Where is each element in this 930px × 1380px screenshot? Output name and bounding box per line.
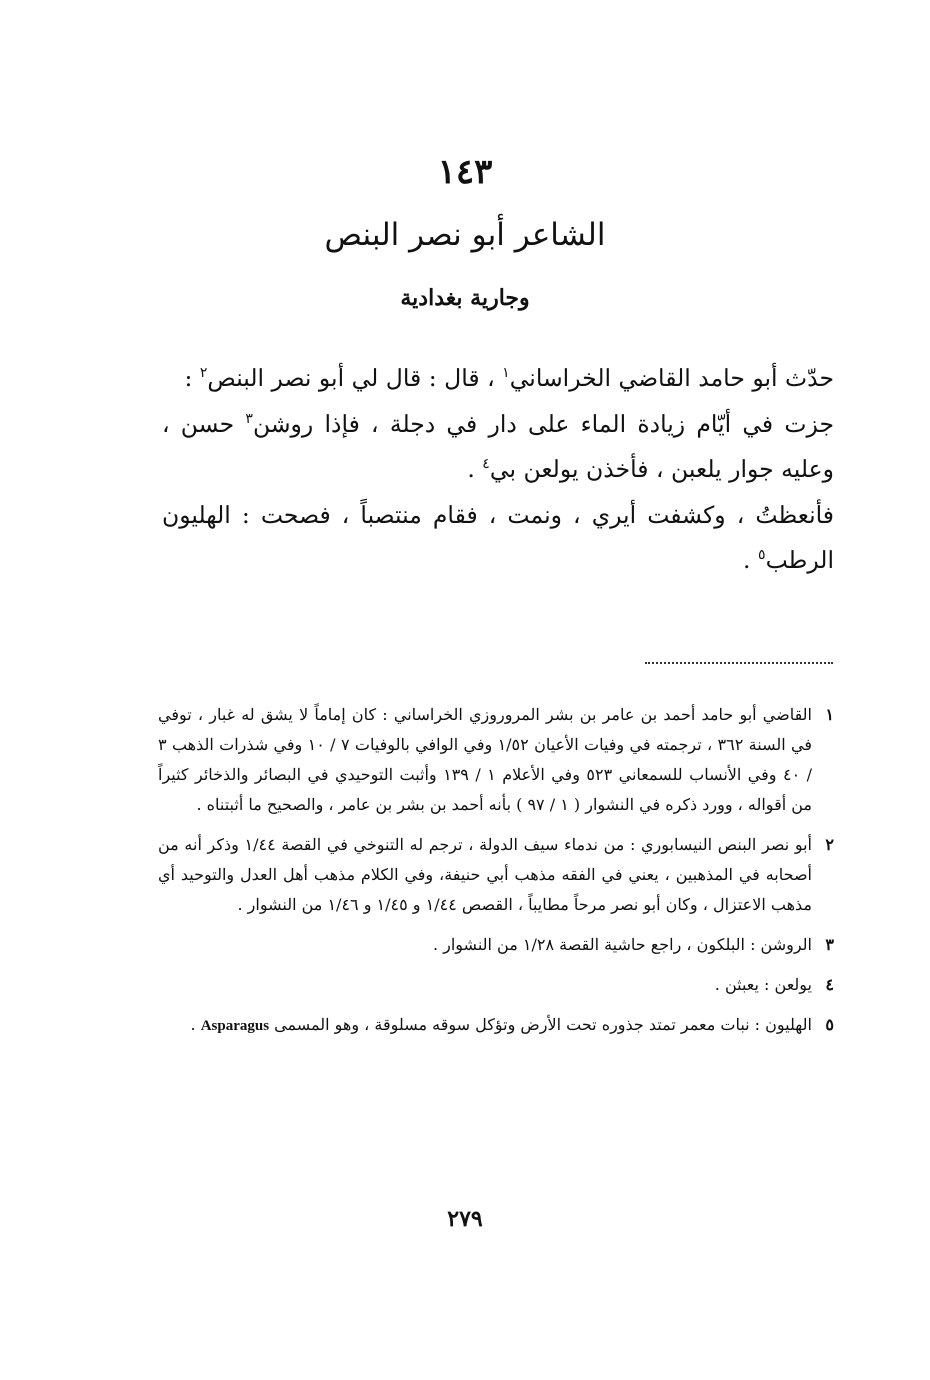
story-title: الشاعر أبو نصر البنص bbox=[324, 217, 606, 253]
footnote-3 bbox=[158, 930, 834, 960]
story-body bbox=[162, 356, 834, 584]
footnote-ref-1: ١ bbox=[502, 365, 510, 382]
footnote-text: الروشن : البلكون ، راجع حاشية القصة ١/٢٨ من النشوار . bbox=[432, 935, 812, 954]
paragraph-3 bbox=[162, 493, 834, 583]
footnote-1 bbox=[158, 700, 834, 820]
paragraph-text: جزت في أيّام زيادة الماء على دار في دجلة ، فإذا روشن bbox=[252, 410, 834, 438]
paragraph-1 bbox=[162, 356, 834, 401]
footnote-4 bbox=[158, 970, 834, 1000]
footnote-number: ٢ bbox=[825, 835, 834, 854]
footnote-text: أبو نصر البنص النيسابوري : من ندماء سيف الدولة ، ترجم له التنوخي في القصة ١/٤٤ وذكر أنه من أصحابه في المذهبين ، يعني في الفقه مذهب أبي حنيفة، وفي الكلام مذهب أهل العدل والتوحيد أي مذهب الاعتزال ، وكان أبو نصر مرحاً مطايباً ، القصص ١/٤٤ و ١/٤٥ و ١/٤٦ من النشوار . bbox=[158, 835, 813, 914]
footnote-2 bbox=[158, 830, 834, 920]
footnote-text: يولعن : يعبثن . bbox=[714, 975, 812, 994]
footnotes-list bbox=[158, 700, 834, 1051]
footnote-ref-4: ٤ bbox=[482, 456, 490, 473]
paragraph-text: . bbox=[467, 455, 483, 483]
paragraph-text: فأنعظتُ ، وكشفت أيري ، ونمت ، فقام منتصباً ، فصحت : الهليون الرطب bbox=[162, 501, 834, 574]
footnote-tail: . bbox=[190, 1015, 201, 1034]
footnote-number: ٣ bbox=[825, 935, 834, 954]
paragraph-text: : bbox=[184, 364, 200, 392]
footnote-latin-term: Asparagus bbox=[200, 1018, 270, 1034]
footnote-number: ١ bbox=[825, 705, 834, 724]
story-subtitle: وجارية بغدادية bbox=[400, 285, 530, 311]
footnote-text: القاضي أبو حامد أحمد بن عامر بن بشر المروروزي الخراساني : كان إماماً لا يشق له غبار ، توفي في السنة ٣٦٢ ، ترجمته في وفيات الأعيان ١/٥٢ وفي الوافي بالوفيات ٧ / ١٠ وفي شذرات الذهب ٣ / ٤٠ وفي الأنساب للسمعاني ٥٢٣ وفي الأعلام ١ / ١٣٩ وأثبت التوحيدي في البصائر والذخائر كثيراً من أقواله ، وورد ذكره في النشوار ( ١ / ٩٧ ) بأنه أحمد بن بشر بن عامر ، والصحيح ما أثبتناه . bbox=[158, 705, 813, 814]
story-number: ١٤٣ bbox=[437, 152, 493, 192]
footnote-text-wrapper bbox=[158, 1010, 812, 1041]
paragraph-text: ، قال : قال لي أبو نصر البنص bbox=[207, 364, 503, 392]
footnote-text: الهليون : نبات معمر تمتد جذوره تحت الأرض وتؤكل سوقه مسلوقة ، وهو المسمى bbox=[274, 1015, 812, 1034]
paragraph-2 bbox=[162, 402, 834, 492]
paragraph-text: حدّث أبو حامد القاضي الخراساني bbox=[509, 364, 834, 392]
footnote-ref-5: ٥ bbox=[757, 547, 766, 564]
footnote-5 bbox=[158, 1010, 834, 1041]
paragraph-text: حسن ، وعليه جوار يلعبن ، فأخذن يولعن بي bbox=[162, 410, 834, 483]
footnote-separator bbox=[645, 662, 833, 664]
paragraph-text: . bbox=[743, 546, 758, 574]
footnote-number: ٤ bbox=[825, 975, 834, 994]
page-number: ٢٧٩ bbox=[447, 1206, 483, 1232]
footnote-ref-3: ٣ bbox=[245, 411, 253, 428]
footnote-ref-2: ٢ bbox=[199, 365, 208, 382]
footnote-number: ٥ bbox=[825, 1015, 834, 1034]
